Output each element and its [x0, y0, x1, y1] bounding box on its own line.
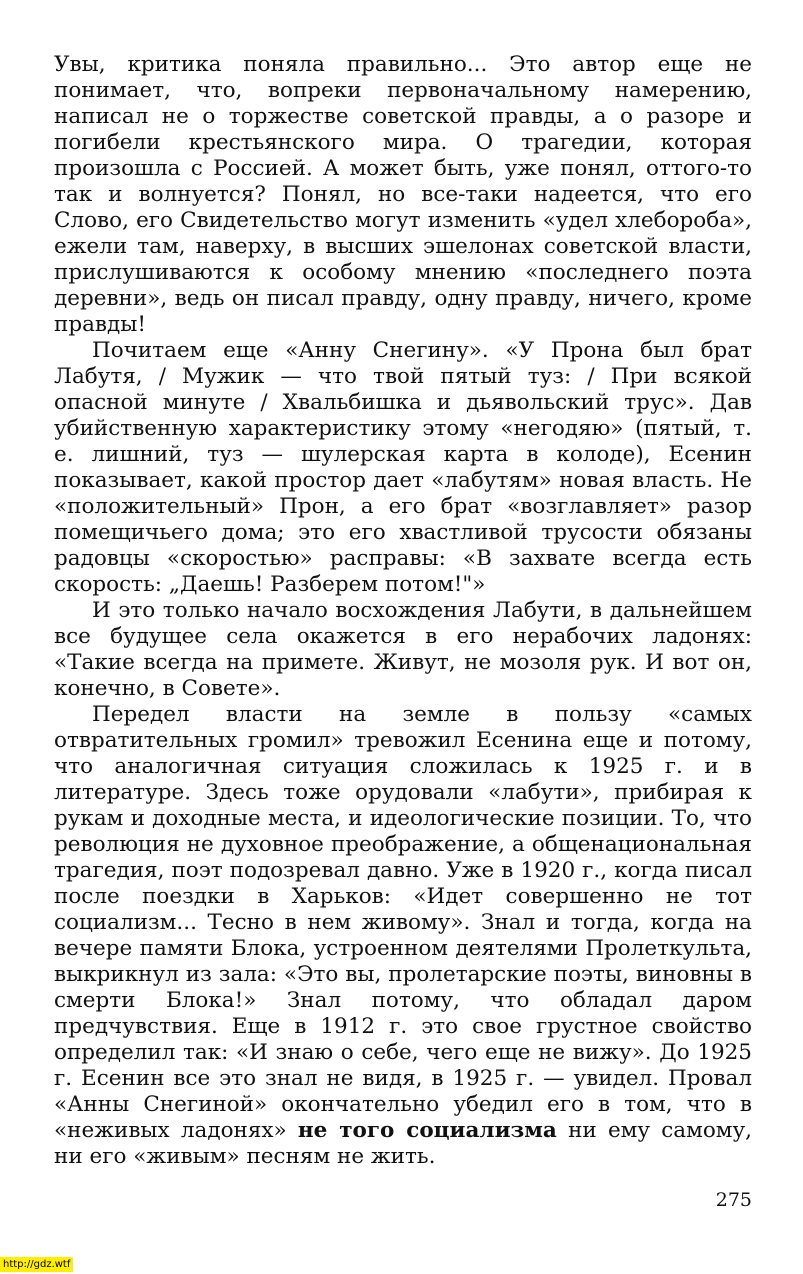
- page-text: [54, 52, 752, 1170]
- paragraph-4-bold-phrase: не того социализма: [297, 1118, 557, 1143]
- paragraph-3-text: И это только начало восхождения Лабути, в дальнейшем все будущее села окажется в его нерабочих ладонях: «Такие всегда на примете. Живут, не мозоля рук. И вот он, конечно, в Совете».: [54, 598, 752, 701]
- paragraph-2: [54, 338, 752, 598]
- page-number: 275: [715, 1189, 752, 1211]
- paragraph-4-text-end: ни ему самому, ни его «живым» песням не жить.: [54, 1118, 753, 1169]
- paragraph-2-text: Почитаем еще «Анну Снегину». «У Прона был брат Лабутя, / Мужик — что твой пятый туз: / При всякой опасной минуте / Хвальбишка и дьявольский трус». Дав убийственную характеристику этому «негодяю» (пятый, т. е. лишний, туз — шулерская карта в колоде), Есенин показывает, какой простор дает «лабутям» новая власть. Не «положительный» Прон, а его брат «возглавляет» разор помещичьего дома; это его хвастливой трусости обязаны радовцы «скоростью» расправы: «В захвате всегда есть скорость: „Даешь! Разберем потом!"»: [54, 338, 752, 597]
- paragraph-4-text: Передел власти на земле в пользу «самых отвратительных громил» тревожил Есенина еще и потому, что аналогичная ситуация сложилась к 1925 г. и в литературе. Здесь тоже орудовали «лабути», прибирая к рукам и доходные места, и идеологические позиции. То, что революция не духовное преображение, а общенациональная трагедия, поэт подозревал давно. Уже в 1920 г., когда писал после поездки в Харьков: «Идет совершенно не тот социализм... Тесно в нем живому». Знал и тогда, когда на вечере памяти Блока, устроенном деятелями Пролеткульта, выкрикнул из зала: «Это вы, пролетарские поэты, виновны в смерти Блока!» Знал потому, что обладал даром предчувствия. Еще в 1912 г. это свое грустное свойство определил так: «И знаю о себе, чего еще не вижу». До 1925 г. Есенин все это знал не видя, в 1925 г. — увидел. Провал «Анны Снегиной» окончательно убедил его в том, что в «неживых ладонях»: [54, 702, 752, 1143]
- watermark-link[interactable]: http://gdz.wtf: [0, 1257, 73, 1272]
- paragraph-1: [54, 52, 752, 338]
- paragraph-4: [54, 702, 752, 1170]
- paragraph-3: [54, 598, 752, 702]
- paragraph-1-text: Увы, критика поняла правильно... Это автор еще не понимает, что, вопреки первоначальному намерению, написал не о торжестве советской правды, а о разоре и погибели крестьянского мира. О трагедии, которая произошла с Россией. А может быть, уже понял, оттого-то так и волнуется? Понял, но все-таки надеется, что его Слово, его Свидетельство могут изменить «удел хлебороба», ежели там, наверху, в высших эшелонах советской власти, прислушиваются к особому мнению «последнего поэта деревни», ведь он писал правду, одну правду, ничего, кроме правды!: [54, 52, 752, 337]
